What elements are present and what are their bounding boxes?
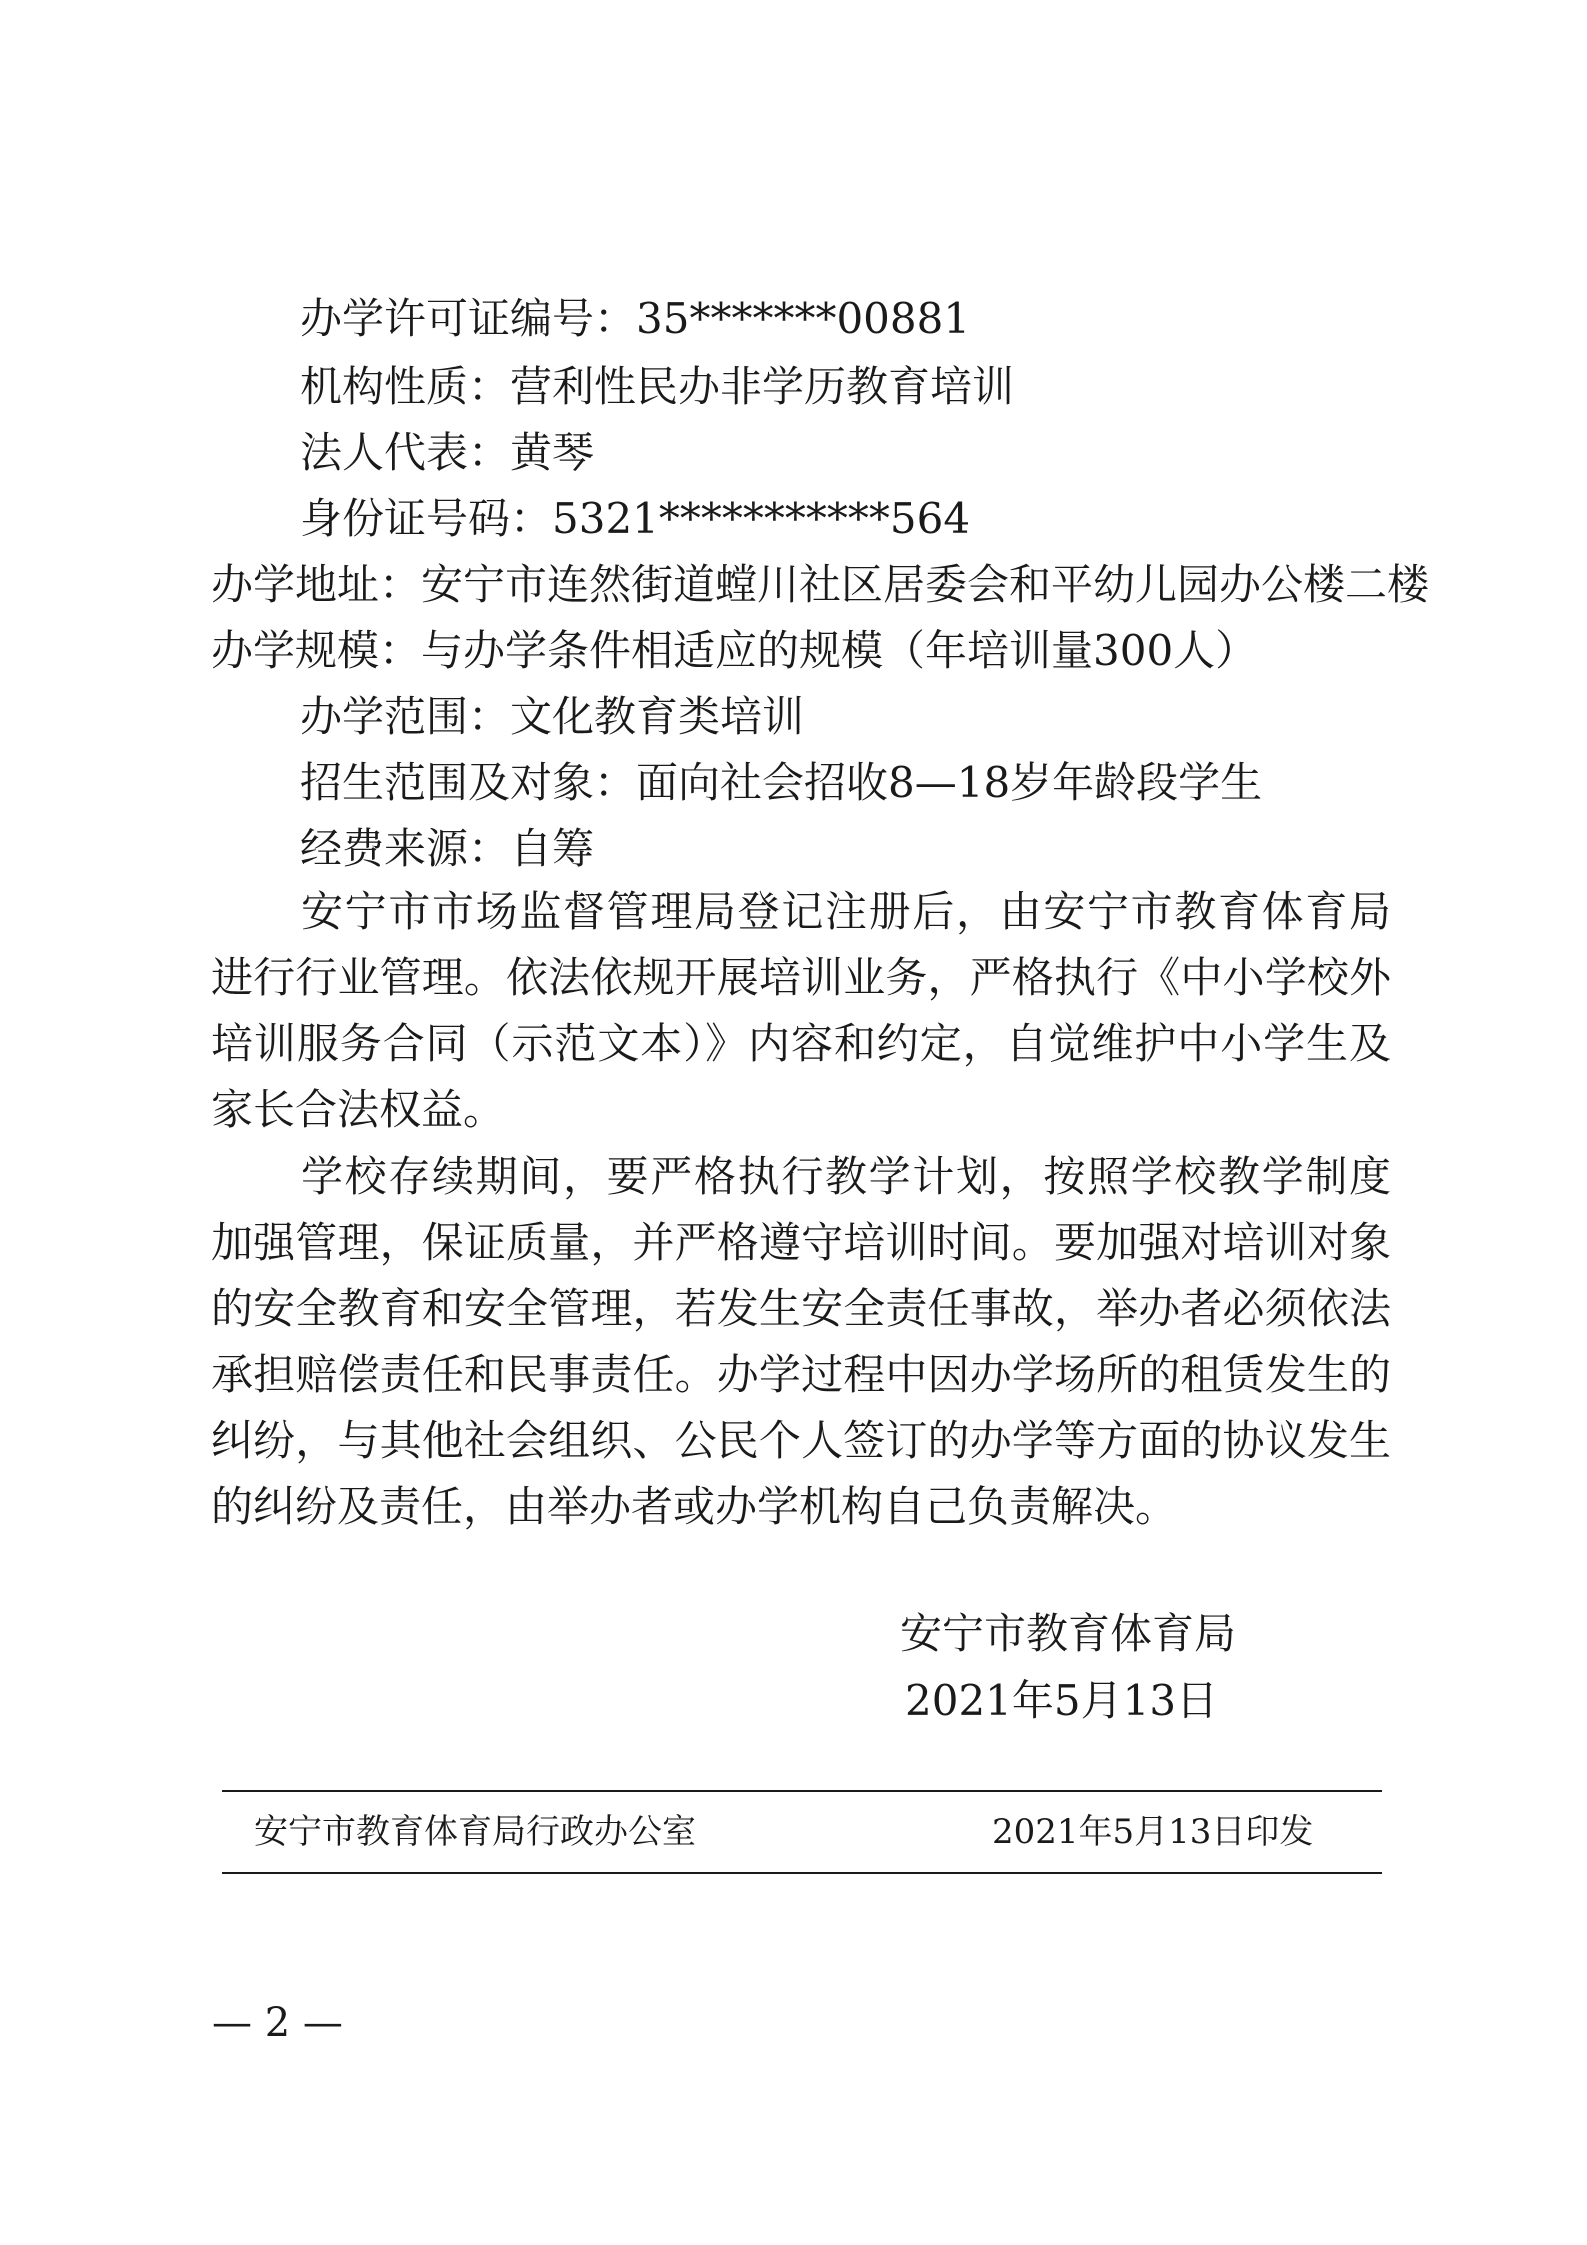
enrollment-scope: 招生范围及对象：面向社会招收8—18岁年龄段学生 xyxy=(300,758,1263,807)
issuer-name: 安宁市教育体育局 xyxy=(900,1609,1237,1658)
funding-source: 经费来源：自筹 xyxy=(300,824,595,873)
management-paragraph: 安宁市市场监督管理局登记注册后，由安宁市教育体育局进行行业管理。依法依规开展培训业务，严格执行《中小学校外培训服务合同（示范文本）》内容和约定，自觉维护中小学生及家长合法权益。 xyxy=(211,887,1391,1134)
footer-print-date: 2021年5月13日印发 xyxy=(992,1812,1314,1852)
legal-representative: 法人代表：黄琴 xyxy=(300,428,595,477)
footer-bottom-rule xyxy=(222,1872,1382,1874)
page-number: — 2 — xyxy=(212,2000,343,2046)
school-scope: 办学范围：文化教育类培训 xyxy=(300,692,805,741)
issue-date: 2021年5月13日 xyxy=(905,1676,1219,1725)
school-scale: 办学规模：与办学条件相适应的规模（年培训量300人） xyxy=(211,626,1258,675)
institution-nature: 机构性质：营利性民办非学历教育培训 xyxy=(300,362,1015,411)
footer-top-rule xyxy=(222,1790,1382,1792)
school-address: 办学地址：安宁市连然街道螳川社区居委会和平幼儿园办公楼二楼 xyxy=(211,560,1430,609)
responsibility-paragraph: 学校存续期间，要严格执行教学计划，按照学校教学制度加强管理，保证质量，并严格遵守培训时间。要加强对培训对象的安全教育和安全管理，若发生安全责任事故，举办者必须依法承担赔偿责任和民事责任。办学过程中因办学场所的租赁发生的纠纷，与其他社会组织、公民个人签订的办学等方面的协议发生的纠纷及责任，由举办者或办学机构自己负责解决。 xyxy=(211,1152,1391,1531)
footer-office: 安宁市教育体育局行政办公室 xyxy=(254,1812,696,1852)
id-number: 身份证号码：5321***********564 xyxy=(300,494,971,543)
license-number: 办学许可证编号：35*******00881 xyxy=(300,294,971,343)
